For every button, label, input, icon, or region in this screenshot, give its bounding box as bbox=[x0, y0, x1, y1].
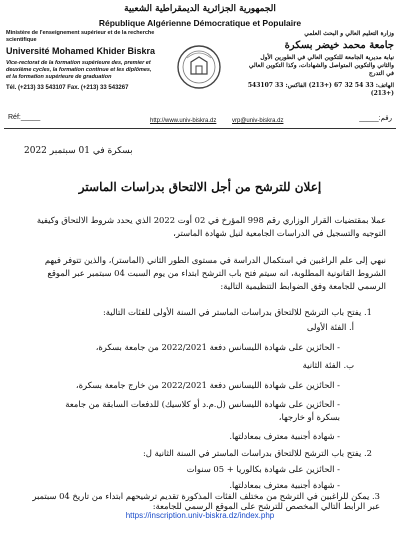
registration-link[interactable]: https://inscription.univ-biskra.dz/index.php bbox=[125, 511, 275, 520]
republic-title-fr: République Algérienne Démocratique et Populaire bbox=[98, 18, 302, 28]
item-dash: - bbox=[337, 399, 340, 409]
item-text: الفئة الثانية bbox=[302, 360, 341, 370]
university-seal-icon bbox=[176, 44, 222, 90]
list-item bbox=[32, 306, 372, 319]
header-right bbox=[244, 30, 394, 98]
list-item bbox=[40, 379, 340, 392]
list-item bbox=[40, 398, 340, 424]
item-text: يمكن للراغبين في الترشح من مختلف الفئات المذكورة تقديم ترشيحهم ابتداء من تاريخ 04 سبتمبر عبر الرابط التالي المخصص للترشح على الموقع الرسمي للجامعة: bbox=[32, 491, 380, 511]
ministry-fr: Ministère de l'enseignement supérieur et de la recherche scientifique bbox=[6, 30, 155, 43]
item-text: يفتح باب الترشح للالتحاق بدراسات الماستر في السنة الأولى للفئات التالية: bbox=[102, 307, 362, 317]
item-text: الفئة الأولى bbox=[306, 322, 347, 332]
item-text: الحائزين على شهادة الليسانس دفعة 2022/2021 من خارج جامعة بسكرة، bbox=[75, 380, 335, 390]
item-text: الحائزين على شهادة الليسانس دفعة 2022/2021 من جامعة بسكرة، bbox=[95, 342, 335, 352]
paragraph-decree: عملا بمقتضيات القرار الوزاري رقم 998 المؤرخ في 02 أوت 2022 الذي يحدد شروط الالتحاق وكيفية التوجيه والتسجيل في الدراسات الجامعية لنيل شهادة الماستر، bbox=[36, 215, 386, 238]
item-dash: - bbox=[337, 431, 340, 441]
date-line: بسكرة في 01 سبتمبر 2022 bbox=[24, 146, 133, 156]
item-number: ب. bbox=[343, 360, 354, 370]
item-number: 2. bbox=[363, 448, 372, 458]
item-text: شهادة أجنبية معترف بمعادلتها. bbox=[229, 431, 335, 441]
item-text: الحائزين على شهادة بكالوريا + 05 سنوات bbox=[186, 464, 335, 474]
item-dash: - bbox=[337, 342, 340, 352]
item-number: أ. bbox=[349, 322, 354, 332]
list-item bbox=[40, 341, 340, 354]
website-link[interactable]: http://www.univ-biskra.dz bbox=[150, 118, 217, 124]
republic-title-ar: الجمهورية الجزائرية الديمقراطية الشعبية bbox=[124, 4, 276, 14]
reference-ar: رقم:_____ bbox=[359, 115, 392, 122]
list-item bbox=[54, 359, 354, 372]
item-number: 3. bbox=[371, 491, 380, 501]
item-text: يفتح باب الترشح للالتحاق بدراسات الماستر في السنة الثانية ل: bbox=[142, 448, 362, 458]
item-text: الحائزين على شهادة الليسانس (ل.م.د أو كلاسيك) للدفعات السابقة من جامعة بسكرة أو خارجها، bbox=[65, 399, 340, 422]
item-number: 1. bbox=[363, 307, 372, 317]
header-divider bbox=[4, 128, 396, 129]
email-link[interactable]: vrp@univ-biskra.dz bbox=[232, 118, 284, 124]
list-item bbox=[32, 447, 372, 460]
list-item bbox=[54, 321, 354, 334]
contact-fr: Tél. (+213) 33 543107 Fax. (+213) 33 543267 bbox=[6, 85, 129, 91]
list-item bbox=[40, 463, 340, 476]
vice-rectorat-ar: نيابة مديرية الجامعة للتكوين العالي في الطورين الأول والثاني والتكوين المتواصل والشهادات، وكذا التكوين العالي في التدرج bbox=[248, 54, 394, 77]
reference-fr: Réf:_____ bbox=[8, 114, 41, 121]
vice-rectorat-fr: Vice-rectorat de la formation supérieure des, premier et deuxième cycles, la formation continue et les diplômes, et la formation supérieure de graduation bbox=[6, 60, 152, 80]
item-text: شهادة أجنبية معترف بمعادلتها. bbox=[229, 480, 335, 490]
item-dash: - bbox=[337, 464, 340, 474]
university-name-ar: جامعة محمد خيضر بسكرة bbox=[284, 40, 394, 51]
contact-ar: الهاتف: 33 54 32 67 (+213) الفاكس: 33 543107 (+213) bbox=[247, 82, 394, 97]
item-dash: - bbox=[337, 380, 340, 390]
header-left bbox=[6, 30, 156, 92]
list-item bbox=[40, 430, 340, 443]
ministry-ar: وزارة التعليم العالي و البحث العلمي bbox=[304, 30, 394, 37]
list-item bbox=[30, 491, 380, 511]
university-name-fr: Université Mohamed Khider Biskra bbox=[6, 46, 156, 56]
item-dash: - bbox=[337, 480, 340, 490]
announcement-title: إعلان للترشح من أجل الالتحاق بدراسات الماستر bbox=[78, 180, 322, 194]
paragraph-announcement: نبهي إلى علم الراغبين في استكمال الدراسة في مستوى الطور الثاني (الماستر)، والذين تتوفر فيهم الشروط القانونية المطلوبة، انه سيتم فتح باب الترشح ابتداء من يوم السبت 04 سبتمبر عبر الموقع الرسمي للجامعة وفق الضوابط التنظيمية التالية: bbox=[44, 255, 386, 291]
